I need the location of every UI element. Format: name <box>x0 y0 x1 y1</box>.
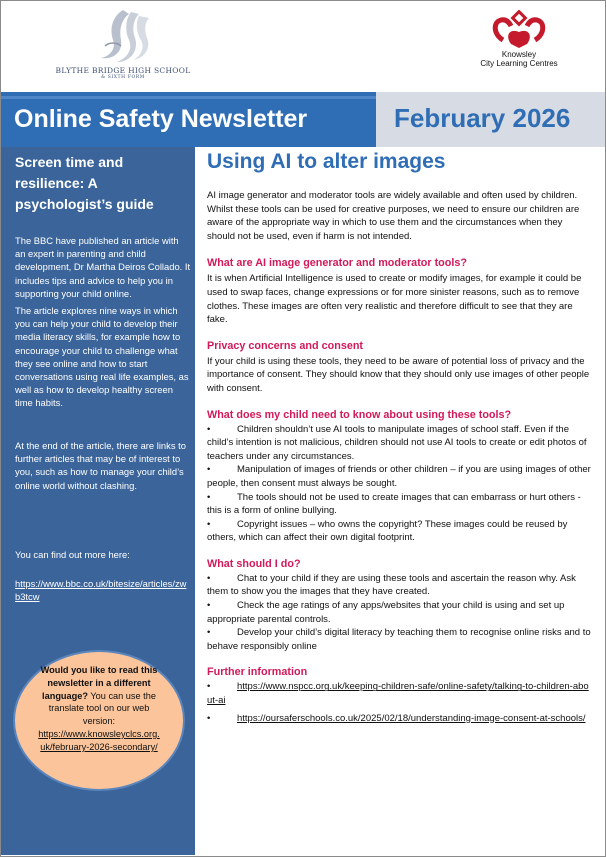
clc-name-line-2: City Learning Centres <box>480 59 558 68</box>
clc-name-line-1: Knowsley <box>501 50 537 59</box>
title-banner <box>1 92 605 147</box>
banner-title-panel <box>1 92 376 147</box>
list-item: • https://oursaferschools.co.uk/2025/02/18/understanding-image-consent-at-schools/ <box>207 712 586 724</box>
sidebar-heading: Screen time and resilience: A psychologist’s guide <box>15 154 154 212</box>
article-intro: AI image generator and moderator tools are widely available and often used by children. Whilst these tools can be used for creative purposes, we need to ensure our children are aware of the appropriate way in which to use them and the circumstances when they should not be used, even if harm is not intended. <box>207 190 580 242</box>
school-logo <box>48 6 198 86</box>
swan-logo-icon <box>83 6 163 68</box>
nspcc-link[interactable]: https://www.nspcc.org.uk/keeping-children-safe/online-safety/talking-to-children-about-ai <box>207 681 589 707</box>
translate-callout <box>13 650 185 791</box>
oursaferschools-link[interactable]: https://oursaferschools.co.uk/2025/02/18/understanding-image-consent-at-schools/ <box>237 712 586 724</box>
list-item: • Develop your child’s digital literacy by teaching them to recognise online risks and to behave responsibly online <box>207 627 591 652</box>
main-article <box>207 147 591 725</box>
sidebar-paragraph-3: At the end of the article, there are links to further articles that may be of interest to you, such as how to manage your child’s online world without clashing. <box>15 440 186 491</box>
section-heading-further-info: Further information <box>207 666 308 679</box>
article-title: Using AI to alter images <box>207 150 446 173</box>
newsletter-title: Online Safety Newsletter <box>14 105 308 133</box>
bbc-article-link[interactable]: https://www.bbc.co.uk/bitesize/articles/zwb3tcw <box>15 578 187 603</box>
section-heading-need-to-know: What does my child need to know about using these tools? <box>207 408 512 421</box>
sidebar-paragraph-1: The BBC have published an article with an expert in parenting and child development, Dr Martha Deiros Collado. It includes tips and advice to help you in supporting your child online. <box>15 235 191 299</box>
translate-instruction: You can use the translate tool on our web version: <box>48 690 156 727</box>
section-heading-privacy: Privacy concerns and consent <box>207 339 364 352</box>
list-item: • Chat to your child if they are using these tools and ascertain the reason why. Ask them to show you the images that they have created. <box>207 572 576 598</box>
sidebar-paragraph-4: You can find out more here: <box>15 549 130 560</box>
banner-stripe <box>1 96 376 99</box>
translate-question: Would you like to read this newsletter in a different language? <box>40 665 158 701</box>
clc-logo <box>464 10 574 68</box>
section-heading-what-are: What are AI image generator and moderator tools? <box>207 257 467 270</box>
list-item: • The tools should not be used to create images that can embarrass or hurt others - this is a form of online bullying. <box>207 491 581 517</box>
section-text-privacy: If your child is using these tools, they need to be aware of potential loss of privacy and the importance of consent. They should know that they should only use images of other people with consent. <box>207 355 590 394</box>
clc-hearts-icon <box>489 10 549 50</box>
translate-text <box>37 664 161 754</box>
school-subtitle: & SIXTH FORM <box>101 75 145 80</box>
newsletter-date: February 2026 <box>394 103 571 133</box>
section-heading-what-to-do: What should I do? <box>207 557 301 570</box>
list-item: • Manipulation of images of friends or other children – if you are using images of other people, then consent must always be sought. <box>207 464 591 489</box>
list-item: • https://www.nspcc.org.uk/keeping-children-safe/online-safety/talking-to-children-about-ai <box>207 681 589 707</box>
sidebar-paragraph-2: The article explores nine ways in which you can help your child to develop their media literacy skills, for example how to encourage your child to challenge what they see online and how to start conversations using real life examples, as well as how to develop healthy screen time habits. <box>15 305 189 409</box>
sidebar <box>1 147 195 855</box>
school-name: BLYTHE BRIDGE HIGH SCHOOL <box>55 66 191 75</box>
list-item: • Check the age ratings of any apps/websites that your child is using and set up appropriate parental controls. <box>207 600 565 625</box>
list-item: • Children shouldn’t use AI tools to manipulate images of school staff. Even if the child’s intention is not malicious, children should not use AI tools to create or edit photos of teachers under any circumstances. <box>207 423 587 462</box>
translate-web-link[interactable]: https://www.knowsleyclcs.org.uk/february-2026-secondary/ <box>38 728 160 752</box>
list-item: • Copyright issues – who owns the copyright? These images could be reused by others, which can affect their own digital footprint. <box>207 518 568 544</box>
section-text-what-are: It is when Artificial Intelligence is used to create or modify images, for example it could be used to swap faces, change expressions or for more sinister reasons, such as to remove clothes. These images are often very realistic and therefore difficult to see that they are fake. <box>207 273 582 326</box>
